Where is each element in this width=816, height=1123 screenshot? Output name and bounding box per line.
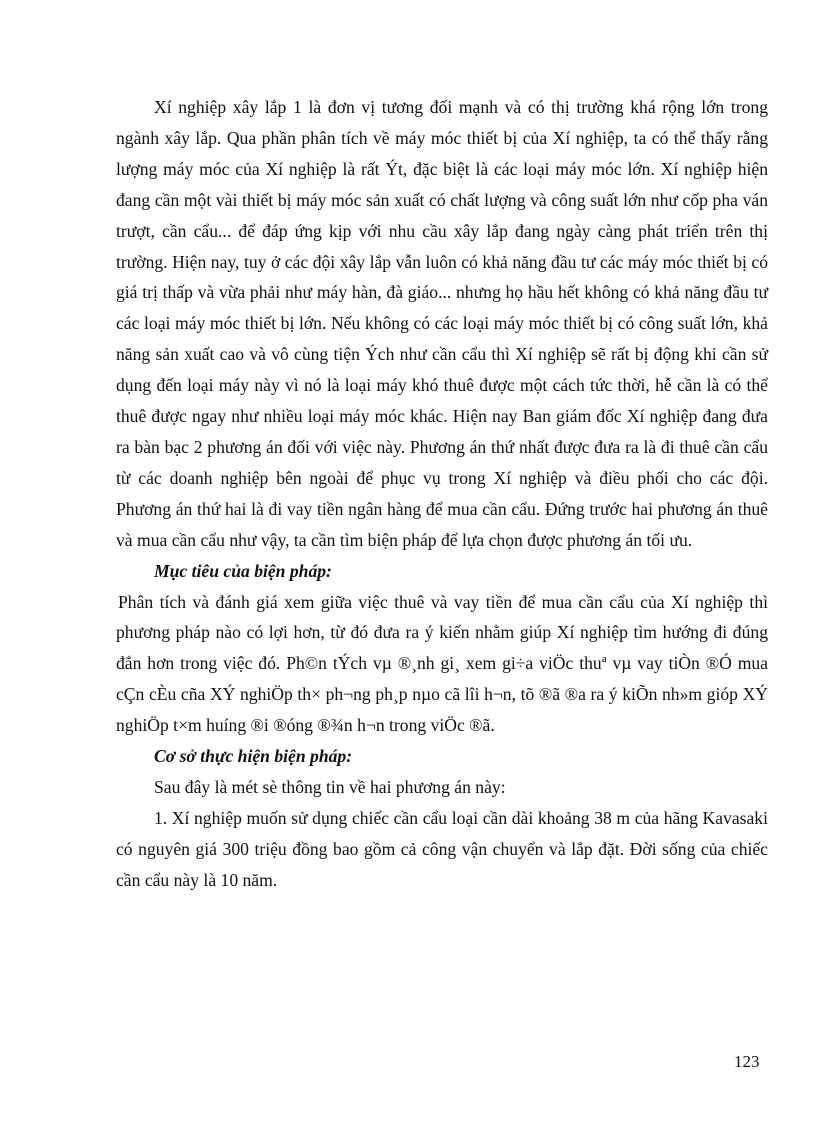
basis-heading: Cơ sở thực hiện biện pháp: xyxy=(154,746,353,767)
objective-heading: Mục tiêu của biện pháp: xyxy=(154,560,332,581)
objective-paragraph: Phân tích và đánh giá xem giữa việc thuê và vay tiền để mua cần cẩu của Xí nghiệp thì phương pháp nào có lợi hơn, từ đó đưa ra ý kiến nhằm giúp Xí nghiệp tìm hướng đi đúng đắn hơn trong việc đó. Ph©n tÝch vµ ®¸nh gi¸ xem gi÷a viÖc thuª vµ vay tiÒn ®Ó mua cÇn cÈu cña XÝ nghiÖp th× ph¬ng ph¸p nµo cã lîi h¬n, tõ ®ã ®a ra ý kiÕn nh»m gióp XÝ nghiÖp t×m huíng ®i ®óng ®¾n h¬n trong viÖc ®ã. xyxy=(116,591,768,736)
document-body xyxy=(116,92,768,896)
basis-item-1-paragraph: 1. Xí nghiệp muốn sử dụng chiếc cần cẩu loại cần dài khoảng 38 m của hãng Kavasaki có nguyên giá 300 triệu đồng bao gồm cả công vận chuyển và lắp đặt. Đời sống của chiếc cần cẩu này là 10 năm. xyxy=(116,807,768,890)
page-number: 123 xyxy=(734,1052,760,1071)
basis-intro-paragraph: Sau đây là mét sè thông tin về hai phương án này: xyxy=(154,776,506,797)
intro-paragraph: Xí nghiệp xây lắp 1 là đơn vị tương đối mạnh và có thị trường khá rộng lớn trong ngành xây lắp. Qua phần phân tích về máy móc thiết bị của Xí nghiệp, ta có thể thấy rằng lượng máy móc của Xí nghiệp là rất Ýt, đặc biệt là các loại máy móc lớn. Xí nghiệp hiện đang cần một vài thiết bị máy móc sản xuất có chất lượng và công suất lớn như cốp pha ván trượt, cần cẩu... để đáp ứng kịp với nhu cầu xây lắp đang ngày càng phát triển trên thị trường. Hiện nay, tuy ở các đội xây lắp vẫn luôn có khả năng đầu tư các máy móc thiết bị có giá trị thấp và vừa phải như máy hàn, đà giáo... nhưng họ hầu hết không có khả năng đầu tư các loại máy móc thiết bị lớn. Nếu không có các loại máy móc thiết bị có công suất lớn, khả năng sản xuất cao và vô cùng tiện Ých như cần cẩu thì Xí nghiệp sẽ rất bị động khi cần sử dụng đến loại máy này vì nó là loại máy khó thuê được một cách tức thời, hễ cần là có thể thuê được ngay như nhiều loại máy móc khác. Hiện nay Ban giám đốc Xí nghiệp đang đưa ra bàn bạc 2 phương án đối với việc này. Phương án thứ nhất được đưa ra là đi thuê cần cẩu từ các doanh nghiệp bên ngoài để phục vụ trong Xí nghiệp và điều phối cho các đội. Phương án thứ hai là đi vay tiền ngân hàng để mua cần cẩu. Đứng trước hai phương án thuê và mua cần cẩu như vậy, ta cần tìm biện pháp để lựa chọn được phương án tối ưu. xyxy=(116,97,768,550)
